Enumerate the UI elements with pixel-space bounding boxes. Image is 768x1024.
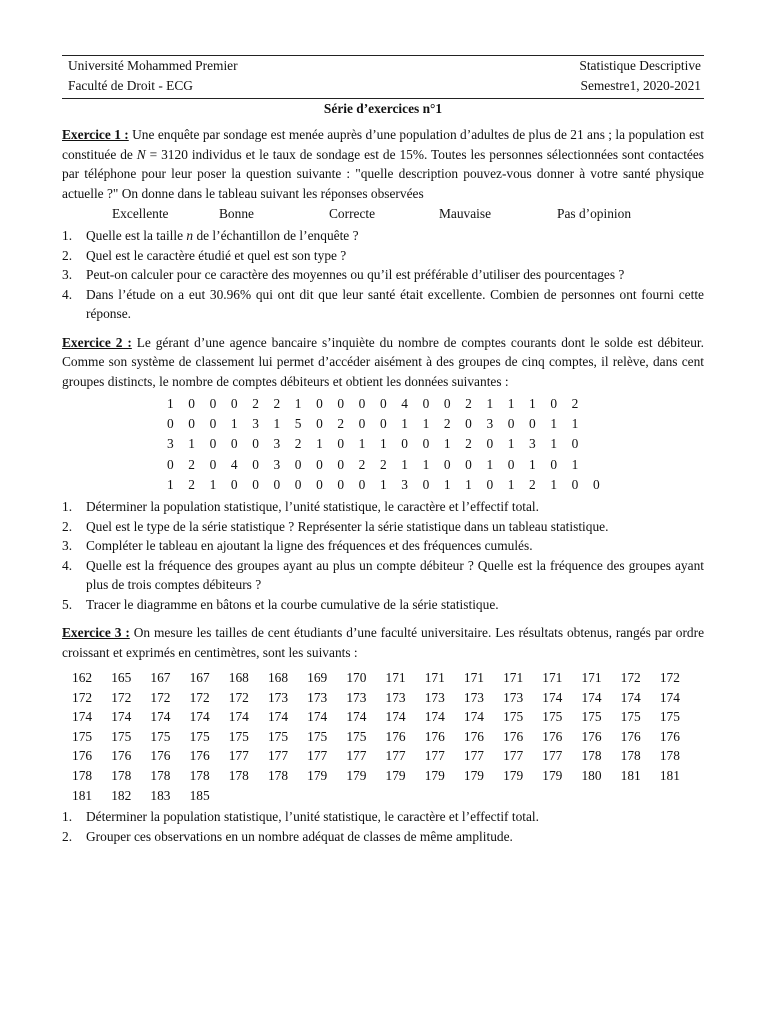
data-value: 177	[307, 748, 328, 764]
data-value: 171	[385, 670, 406, 686]
data-value: 0	[486, 476, 494, 492]
data-value: 176	[620, 728, 641, 744]
question-text: Quel est le caractère étudié et quel est son type ?	[86, 247, 347, 263]
data-value: 182	[111, 787, 132, 803]
question-item: 1. Déterminer la population statistique, l’unité statistique, le caractère et l’effectif total.	[62, 497, 704, 517]
data-value: 171	[542, 670, 563, 686]
data-value: 0	[252, 436, 259, 452]
data-value: 175	[503, 709, 524, 725]
data-value: 0	[571, 436, 579, 452]
question-item: 2. Quel est le caractère étudié et quel est son type ?	[62, 246, 704, 266]
data-value: 180	[581, 767, 602, 783]
data-value: 0	[209, 416, 217, 432]
data-value: 0	[358, 396, 366, 411]
data-value: 1	[571, 456, 579, 472]
data-value: 170	[346, 670, 367, 686]
exercise-2-heading: Exercice 2 :	[62, 334, 132, 350]
data-value: 0	[273, 476, 281, 492]
data-value: 173	[307, 689, 328, 705]
data-value: 174	[267, 709, 289, 725]
question-item: 1. Déterminer la population statistique, l’unité statistique, le caractère et l’effectif total.	[62, 807, 704, 827]
data-value: 1	[401, 456, 408, 472]
data-value: 1	[529, 456, 536, 472]
data-value: 177	[346, 748, 367, 764]
data-value: 175	[346, 728, 367, 744]
exercise-1-questions	[62, 226, 704, 324]
question-item: 5. Tracer le diagramme en bâtons et la courbe cumulative de la série statistique.	[62, 595, 704, 615]
data-value: 1	[443, 436, 451, 452]
question-text: Déterminer la population statistique, l’unité statistique, le caractère et l’effectif total.	[86, 809, 539, 825]
data-value: 174	[111, 709, 132, 725]
exercise-1-heading: Exercice 1 :	[62, 127, 129, 142]
data-value: 2	[252, 396, 259, 411]
question-item: 2. Grouper ces observations en un nombre adéquat de classes de même amplitude.	[62, 827, 704, 847]
data-value: 0	[571, 476, 579, 492]
data-value: 0	[209, 396, 217, 411]
data-value: 1	[358, 436, 366, 452]
data-value: 1	[379, 476, 387, 492]
data-row	[167, 455, 704, 475]
data-value: 185	[189, 787, 210, 803]
data-value: 0	[486, 436, 494, 452]
data-value: 175	[228, 728, 249, 744]
data-value: 174	[581, 689, 602, 705]
data-value: 2	[529, 476, 536, 492]
data-value: 1	[550, 436, 558, 452]
data-value: 1	[316, 436, 323, 452]
data-value: 175	[72, 728, 93, 744]
data-value: 178	[150, 767, 171, 783]
data-value: 0	[252, 456, 259, 472]
exercise-2-questions	[62, 497, 704, 614]
data-value: 174	[189, 709, 210, 725]
data-value: 0	[316, 476, 323, 492]
data-value: 167	[150, 670, 171, 686]
question-text: Tracer le diagramme en bâtons et la courbe cumulative de la série statistique.	[86, 596, 499, 612]
data-value: 169	[307, 670, 328, 686]
data-value: 181	[659, 767, 680, 783]
data-value: 174	[228, 709, 249, 725]
question-item: 2. Quel est le type de la série statistique ? Représenter la série statistique dans un tableau statistique.	[62, 517, 704, 537]
data-value: 175	[150, 728, 171, 744]
data-value: 0	[358, 416, 366, 432]
data-value: 0	[294, 476, 302, 492]
data-value: 0	[337, 456, 345, 472]
data-value: 2	[379, 456, 387, 472]
data-value: 174	[542, 689, 563, 705]
data-value: 178	[72, 767, 93, 783]
data-value: 176	[659, 728, 680, 744]
data-value: 0	[507, 416, 515, 432]
data-row	[72, 766, 704, 786]
data-value: 177	[424, 748, 445, 764]
data-value: 2	[443, 416, 451, 432]
data-value: 0	[337, 476, 345, 492]
data-row	[72, 707, 704, 727]
data-value: 3	[167, 436, 174, 452]
data-value: 175	[307, 728, 328, 744]
data-value: 172	[72, 689, 93, 705]
data-value: 1	[486, 456, 494, 472]
data-value: 175	[620, 709, 641, 725]
data-value: 173	[503, 689, 524, 705]
data-value: 3	[529, 436, 536, 452]
data-value: 0	[422, 476, 430, 492]
data-value: 5	[294, 416, 302, 432]
data-value: 177	[463, 748, 484, 764]
data-value: 0	[422, 436, 430, 452]
data-row	[72, 786, 704, 806]
data-value: 0	[358, 476, 366, 492]
data-value: 0	[507, 456, 515, 472]
data-value: 173	[424, 689, 445, 705]
data-value: 179	[424, 767, 445, 783]
exercise-3-questions	[62, 807, 704, 846]
data-value: 1	[379, 436, 387, 452]
data-value: 176	[463, 728, 484, 744]
data-value: 179	[385, 767, 406, 783]
data-value: 0	[167, 456, 174, 472]
data-value: 3	[401, 476, 408, 492]
data-value: 0	[443, 456, 451, 472]
data-value: 0	[337, 436, 345, 452]
data-value: 1	[507, 436, 515, 452]
data-value: 178	[267, 767, 289, 783]
data-value: 1	[507, 476, 515, 492]
data-row	[72, 746, 704, 766]
data-value: 174	[307, 709, 328, 725]
data-value: 177	[267, 748, 289, 764]
data-value: 175	[111, 728, 132, 744]
data-value: 0	[550, 396, 558, 411]
data-value: 179	[542, 767, 563, 783]
exercise-1-statement	[62, 125, 704, 203]
data-value: 162	[72, 670, 93, 686]
student-heights-data	[72, 668, 704, 805]
data-value: 1	[167, 476, 174, 492]
data-value: 174	[385, 709, 406, 725]
data-value: 1	[422, 456, 430, 472]
data-value: 178	[228, 767, 249, 783]
data-value: 173	[463, 689, 484, 705]
data-row	[167, 475, 704, 495]
data-value: 2	[465, 436, 472, 452]
faculty-name: Faculté de Droit - ECG	[68, 78, 193, 93]
question-item: 4. Quelle est la fréquence des groupes ayant au plus un compte débiteur ? Quelle est la fréquence des groupes ayant plus de trois comptes débiteurs ?	[62, 556, 704, 595]
answer-option: Pas d’opinion	[557, 206, 632, 221]
data-value: 175	[267, 728, 289, 744]
sample-symbol: n	[186, 228, 194, 243]
data-value: 0	[529, 416, 536, 432]
answer-option: Excellente	[112, 206, 169, 221]
data-row	[167, 394, 704, 414]
data-value: 175	[542, 709, 563, 725]
exercise-2	[62, 333, 704, 615]
data-value: 0	[401, 436, 408, 452]
exercise-1	[62, 125, 704, 324]
data-value: 171	[503, 670, 524, 686]
data-value: 165	[111, 670, 132, 686]
data-value: 2	[337, 416, 345, 432]
data-value: 0	[379, 416, 387, 432]
data-value: 0	[230, 396, 238, 411]
data-value: 0	[209, 456, 217, 472]
data-value: 1	[209, 476, 217, 492]
data-value: 181	[72, 787, 93, 803]
page-header	[62, 55, 704, 99]
answer-option: Mauvaise	[439, 206, 492, 221]
data-value: 0	[465, 456, 472, 472]
data-value: 3	[273, 456, 281, 472]
data-value: 0	[422, 396, 430, 411]
question-item: 3. Compléter le tableau en ajoutant la ligne des fréquences et des fréquences cumulés.	[62, 536, 704, 556]
data-value: 1	[294, 396, 302, 411]
data-value: 176	[189, 748, 210, 764]
data-value: 173	[385, 689, 406, 705]
answer-option: Bonne	[219, 206, 254, 221]
data-value: 0	[337, 396, 345, 411]
data-value: 167	[189, 670, 210, 686]
data-value: 0	[294, 456, 302, 472]
exercise-3-text: On mesure les tailles de cent étudiants d’une faculté universitaire. Les résultats obtenus, rangés par ordre croissant et exprimés en centimètres, sont les suivants :	[62, 625, 705, 660]
data-value: 1	[550, 476, 558, 492]
data-value: 172	[228, 689, 249, 705]
question-text: de l’échantillon de l’enquête ?	[193, 228, 359, 243]
data-value: 1	[507, 396, 515, 411]
data-row	[167, 414, 704, 434]
data-value: 181	[620, 767, 641, 783]
answer-option: Correcte	[329, 206, 376, 221]
data-value: 174	[346, 709, 367, 725]
data-value: 174	[150, 709, 171, 725]
question-text: Quel est le type de la série statistique ? Représenter la série statistique dans un tableau statistique.	[86, 518, 609, 534]
series-title: Série d’exercices n°1	[323, 101, 443, 116]
data-value: 0	[188, 416, 195, 432]
data-value: 179	[307, 767, 328, 783]
data-value: 2	[358, 456, 366, 472]
university-name: Université Mohammed Premier	[68, 58, 238, 73]
data-value: 176	[503, 728, 524, 744]
data-value: 171	[581, 670, 602, 686]
data-value: 177	[228, 748, 249, 764]
data-value: 174	[463, 709, 484, 725]
data-value: 174	[424, 709, 445, 725]
data-value: 1	[230, 416, 238, 432]
data-value: 1	[529, 396, 536, 411]
question-item: 4. Dans l’étude on a eut 30.96% qui ont dit que leur santé était excellente. Combien de personnes ont fourni cette réponse.	[62, 285, 704, 324]
exercise-1-text-a: Une enquête par sondage est menée auprès d’une population d’adultes de plus de 21 ans ; la population est constituée de	[62, 127, 704, 162]
data-value: 1	[273, 416, 281, 432]
population-size: = 3120	[145, 146, 188, 162]
data-value: 2	[571, 396, 579, 411]
data-value: 0	[167, 416, 174, 432]
data-value: 178	[111, 767, 132, 783]
data-value: 4	[401, 396, 408, 411]
data-value: 168	[267, 670, 289, 686]
data-value: 172	[659, 670, 680, 686]
data-row	[72, 668, 704, 688]
data-row	[72, 727, 704, 747]
data-value: 178	[581, 748, 602, 764]
data-value: 1	[443, 476, 451, 492]
data-value: 179	[346, 767, 367, 783]
question-text: Peut-on calculer pour ce caractère des moyennes ou qu’il est préférable d’utiliser des pourcentages ?	[86, 267, 625, 282]
data-value: 0	[316, 396, 323, 411]
data-value: 3	[252, 416, 259, 432]
data-value: 0	[592, 476, 600, 492]
data-value: 1	[571, 416, 579, 432]
question-text: Dans l’étude on a eut 30.96% qui ont dit que leur santé était excellente. Combien de personnes ont fourni cette réponse.	[86, 286, 704, 321]
data-value: 175	[659, 709, 680, 725]
data-value: 179	[463, 767, 484, 783]
data-value: 172	[150, 689, 171, 705]
question-text: Compléter le tableau en ajoutant la ligne des fréquences et des fréquences cumulés.	[86, 538, 533, 554]
exercise-3-heading: Exercice 3 :	[62, 625, 130, 641]
answer-options	[62, 204, 704, 224]
data-value: 172	[189, 689, 210, 705]
data-row	[72, 688, 704, 708]
question-text: Déterminer la population statistique, l’unité statistique, le caractère et l’effectif total.	[86, 499, 539, 515]
debtor-accounts-data	[167, 394, 704, 495]
data-value: 0	[252, 476, 259, 492]
question-text: Quelle est la fréquence des groupes ayant au plus un compte débiteur ? Quelle est la fréquence des groupes ayant plus de trois comptes débiteurs ?	[86, 557, 704, 593]
data-value: 178	[620, 748, 641, 764]
semester-label: Semestre1, 2020-2021	[580, 78, 701, 93]
data-value: 1	[465, 476, 472, 492]
data-value: 179	[503, 767, 524, 783]
question-text: Quelle est la taille	[86, 228, 187, 243]
data-value: 176	[581, 728, 602, 744]
document-body	[62, 99, 704, 846]
data-value: 183	[150, 787, 171, 803]
data-row	[167, 434, 704, 454]
data-value: 0	[316, 416, 323, 432]
data-value: 2	[188, 456, 195, 472]
data-value: 175	[189, 728, 210, 744]
data-value: 1	[422, 416, 430, 432]
data-value: 174	[620, 689, 641, 705]
data-value: 176	[542, 728, 563, 744]
data-value: 0	[316, 456, 323, 472]
data-value: 177	[542, 748, 563, 764]
exercise-2-text: Le gérant d’une agence bancaire s’inquiète du nombre de comptes courants dont le solde est débiteur. Comme son système de classement lui permet d’accéder aisément à des groupes de cinq comptes, il relève, dans cent groupes distincts, le nombre de comptes débiteurs et obtient les données suivantes :	[62, 334, 704, 389]
exercise-1-text-b: individus et le taux de sondage est de 15%. Toutes les personnes sélectionnées sont contactées par téléphone pour leur poser la question suivante : "quelle description pouvez-vous donner à votre santé physique actuelle ?" On donne dans le tableau suivant les réponses observées	[62, 146, 705, 201]
question-text: Grouper ces observations en un nombre adéquat de classes de même amplitude.	[86, 828, 513, 844]
data-value: 176	[111, 748, 132, 764]
data-value: 178	[189, 767, 210, 783]
data-value: 174	[659, 689, 680, 705]
data-value: 0	[209, 436, 217, 452]
data-value: 2	[294, 436, 302, 452]
data-value: 177	[385, 748, 406, 764]
data-value: 173	[346, 689, 367, 705]
data-value: 2	[188, 476, 195, 492]
data-value: 168	[228, 670, 249, 686]
data-value: 1	[167, 396, 174, 411]
data-value: 0	[550, 456, 558, 472]
data-value: 2	[465, 396, 472, 411]
data-value: 2	[273, 396, 281, 411]
exercise-2-statement	[62, 333, 704, 392]
data-value: 0	[443, 396, 451, 411]
data-value: 175	[581, 709, 602, 725]
data-value: 3	[486, 416, 494, 432]
data-value: 176	[424, 728, 445, 744]
data-value: 172	[620, 670, 641, 686]
data-value: 0	[230, 436, 238, 452]
data-value: 1	[486, 396, 494, 411]
data-value: 176	[72, 748, 93, 764]
data-value: 1	[550, 416, 558, 432]
data-value: 171	[424, 670, 445, 686]
data-value: 1	[401, 416, 408, 432]
data-value: 176	[150, 748, 171, 764]
question-item: 3. Peut-on calculer pour ce caractère des moyennes ou qu’il est préférable d’utiliser des pourcentages ?	[62, 265, 704, 285]
data-value: 0	[379, 396, 387, 411]
data-value: 173	[267, 689, 289, 705]
data-value: 174	[72, 709, 93, 725]
data-value: 0	[230, 476, 238, 492]
data-value: 4	[230, 456, 238, 472]
data-value: 171	[463, 670, 484, 686]
data-value: 177	[503, 748, 524, 764]
exercise-3	[62, 623, 704, 846]
data-value: 0	[465, 416, 472, 432]
data-value: 172	[111, 689, 132, 705]
data-value: 3	[273, 436, 281, 452]
course-name: Statistique Descriptive	[579, 58, 701, 73]
data-value: 0	[188, 396, 195, 411]
data-value: 176	[385, 728, 406, 744]
question-item: 1. Quelle est la taille n de l’échantillon de l’enquête ?	[62, 228, 359, 243]
data-value: 1	[188, 436, 195, 452]
data-value: 178	[659, 748, 680, 764]
exercise-3-statement	[62, 623, 704, 662]
population-symbol: N	[136, 146, 146, 162]
